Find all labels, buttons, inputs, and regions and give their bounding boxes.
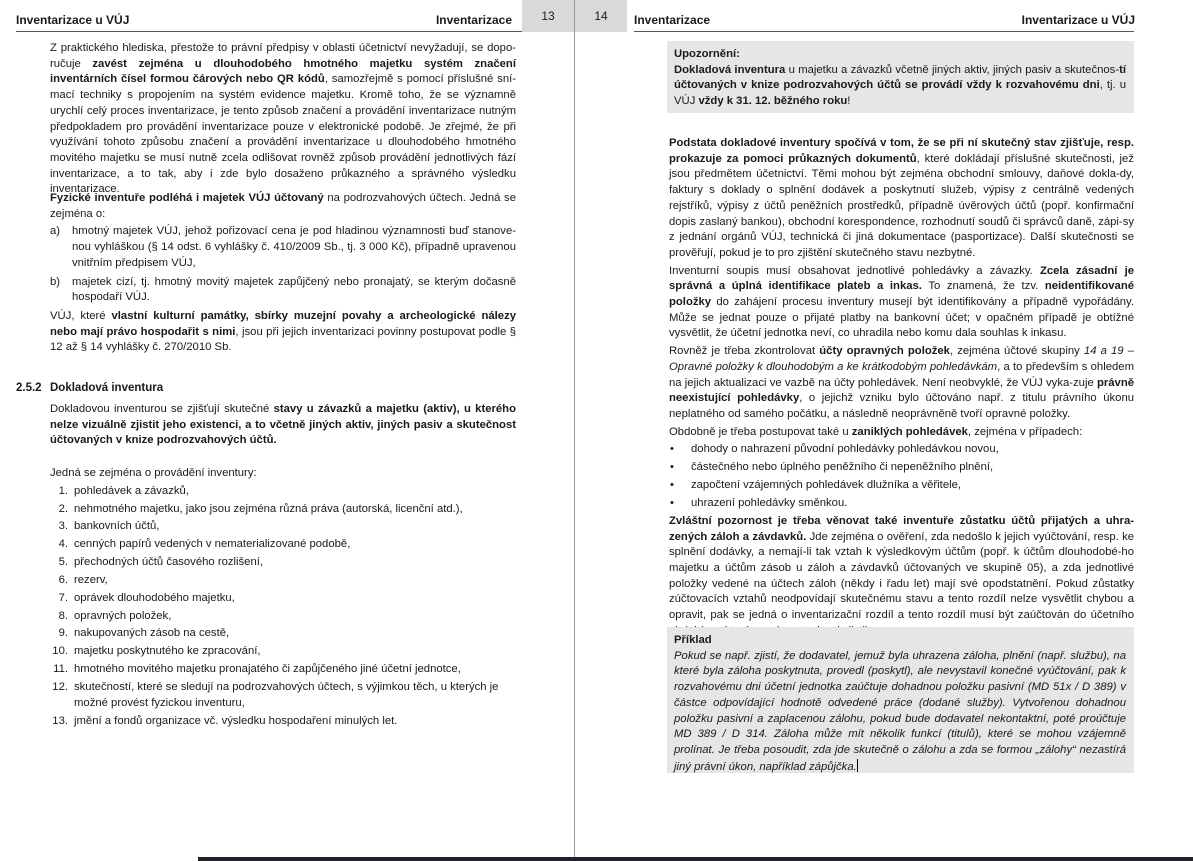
extinct-receivables-paragraph: Obdobně je třeba postupovat také u zaniklých pohledávek, zejména v případech: [669,425,1083,438]
text-cursor [857,759,858,772]
header-rule [634,31,1134,32]
documentary-inventory-paragraph: Podstata dokladové inventury spočívá v tom, že se při ní skutečný stav zjišťuje, resp. prokazuje za pomoci průkazných dokumentů, které dokládají příslušné skutečnosti, jež jsou předmětem účetnictví. Těmi mohou být zejména obchodní smlouvy, daňové dokla-dy, faktury s doklady o splnění dodávek a poskytnutí služeb, výpisy z centrálně vedených rejstříků, výpisy z účtů peněžních prostředků, případně úvěrových účtů (popř. konfirmační dopis zaslaný bankou), obchodní korespondence, rozhodnutí soudů či správců daně, zápi-sy z jednání orgánů VÚJ, technická či jiná dokumentace (pasportizace). Další skutečnosti se prověřují, pokud je to pro zjištění skutečného stavu nezbytné. [669,137,1134,259]
list-item: 2. nehmotného majetku, jako jsou zejména různá práva (autorská, licenční atd.), [58,502,463,515]
warning-text: Dokladová inventura u majetku a závazků včetně jiných aktiv, jiných pasiv a skutečnos-tí účtovaných v knize podrozvahových účtů se provádí vždy k rozvahovému dni, tj. u VÚJ vždy k 31. 12. běžného roku! [674,63,1126,108]
physical-inventory-list [50,224,516,306]
extinct-receivables-list [669,442,1134,511]
inventory-types-list [50,484,520,730]
list-item: • částečného nebo úplného peněžního či nepeněžního plnění, [669,460,1134,476]
warning-title: Upozornění: [674,48,740,60]
list-item: 13. jmění a fondů organizace vč. výsledku hospodaření minulých let. [52,714,398,727]
running-header-section: Inventarizace [634,13,711,27]
physical-inventory-intro: Fyzické inventuře podléhá i majetek VÚJ účtovaný na podrozvahových účtech. Jedná se zejména o: [50,192,516,220]
section-title: Dokladová inventura [50,382,164,394]
main-text [669,136,1134,640]
list-item: 5. přechodných účtů časového rozlišení, [58,556,264,569]
list-item: 3. bankovních účtů, [58,520,160,533]
example-box [667,627,1134,773]
inventory-types-block [50,466,520,731]
list-item: b) majetek cizí, tj. hmotný movitý majetek zapůjčený nebo pronajatý, se kterým dočasně hospodaří VÚJ. [50,275,516,304]
left-page [0,0,574,861]
list-item: 9. nakupovaných zásob na cestě, [58,627,230,640]
list-item: • započtení vzájemných pohledávek dlužníka a věřitele, [669,478,1134,494]
warning-box [667,41,1134,113]
section-number: 2.5.2 [16,382,42,394]
section-intro-paragraph: Dokladovou inventurou se zjišťují skutečné stavy u závazků a majetku (aktiv), u kterého nelze vizuálně zjistit jeho existenci, a to včetně jiných aktiv, jiných pasiv a skutečnost účtovaných v knize podrozvahových účtů. [50,403,516,447]
list-item: 12. skutečností, které se sledují na podrozvahových účtech, s výjimkou těch, u kterých je možné provést fyzickou inventuru, [52,680,499,709]
inventory-list-paragraph: Inventurní soupis musí obsahovat jednotlivé pohledávky a závazky. Zcela zásadní je správná a úplná identifikace plateb a inkas. To znamená, že tzv. neidentifikované položky do zahájení procesu inventury musejí být identifikovány a případně vypořádány. Může se jednat pouze o přijaté platby na bankovní účet; v opačném případě je obtížné vysvětlit, že účetní jednotka neví, co uhradila nebo komu dala souhlas k inkasu. [669,264,1134,340]
running-header-title: Inventarizace u VÚJ [1021,13,1135,27]
advances-paragraph: Zvláštní pozornost je třeba věnovat také inventuře zůstatku účtů přijatých a uhra-zených záloh a závdavků. Jde zejména o ověření, zda nedošlo k jejich vyúčtování, resp. ke splnění dodávky, a nemají-li tak vztah k výsledkovým účtům (popř. k účtům dlouhodobé-ho majetku a účtům zásob u záloh a závdavků účtovaných ve skupině 05), a zda jednotlivé položky vedené na účtech záloh (někdy i řadu let) mají své opodstatnění. Pokud zůstatky zúčtovacích vztahů neodpovídají skutečnému stavu a tento rozdíl nelze vysvětlit chybou a opravit, pak se jedná o inventarizační rozdíl a tento rozdíl musí být zaúčtován do účetního [669,514,1135,622]
running-header-title: Inventarizace u VÚJ [16,13,130,27]
list-item: • dohody o nahrazení původní pohledávky pohledávkou novou, [669,442,1134,458]
header-rule [16,31,522,32]
list-item: 7. oprávek dlouhodobého majetku, [58,591,235,604]
page-number: 13 [522,0,574,32]
intro-paragraph: Z praktického hlediska, přestože to právní předpisy v oblasti účetnictví nevyžadují, se dopo-ručuje zavést zejména u dlouhodobého hmotného majetku systém značení inventárních čísel formou čárových nebo QR kódů, samozřejmě s pomocí příslušné sní-mací techniky s propojením na systém evidence majetku. Kromě toho, že se významně urychlí celý proces inventarizace, je tento způsob značení a provádění inventarizace nutným předpokladem pro provádění inventarizace pouze v elektronické podobě. Je zřejmé, že při využívání tohoto způsobu značení a provádění inventarizace u dlouhodobého hmotného movitého majetku se musí nutně zcela odlišovat rovněž způsob provádění jednotlivých fází inventarizace, a to tak, aby i zde bylo dosaženo průkazného a správného výsledku inventarizace. [50,42,517,196]
list-item: 1. pohledávek a závazků, [58,484,189,497]
list-item: 8. opravných položek, [58,609,172,622]
list-item: • uhrazení pohledávky směnkou. [669,496,1134,512]
example-title: Příklad [674,634,712,646]
right-page [575,0,1193,861]
list-item: 4. cenných papírů vedených v nematerializované podobě, [58,538,351,551]
page-number: 14 [575,0,627,32]
list-item: 6. rezerv, [58,573,108,586]
allowance-accounts-paragraph: Rovněž je třeba zkontrolovat účty opravných položek, zejména účtové skupiny 14 a 19 – Opravné položky k dlouhodobým a ke krátkodobým pohledávkám, a to především s ohledem na jejich aktualizaci ve vazbě na účty pohledávek. Není neobvyklé, že VÚJ vyka-zuje právně neexistující pohledávky, o jejichž vzniku bylo účtováno např. z titulu právního úkonu neplatného od samého počátku, a následně neoprávněně tvoří opravné položky. [669,345,1135,420]
running-header-section: Inventarizace [435,13,512,27]
list-item: 10. majetku poskytnutého ke zpracování, [52,645,261,658]
list-item: 11. hmotného movitého majetku pronajatého či zapůjčeného jiné účetní jednotce, [53,663,461,676]
cultural-monuments-paragraph: VÚJ, které vlastní kulturní památky, sbírky muzejní povahy a archeologické nálezy nebo mají právo hospodařit s nimi, jsou při jejich inventarizaci povinny postupovat podle § 12 až § 14 vyhlášky č. 270/2010 Sb. [50,309,517,354]
physical-inventory-block [50,191,516,356]
list-intro: Jedná se zejména o provádění inventury: [50,467,257,479]
list-item: a) hmotný majetek VÚJ, jehož pořizovací cena je pod hladinou významnosti buď stanove-nou vyhláškou (§ 14 odst. 6 vyhlášky č. 410/2009 Sb., tj. 3 000 Kč), případně upravenou vnitřním předpisem VÚJ, [50,225,516,269]
example-text: Pokud se např. zjistí, že dodavatel, jemuž byla uhrazena záloha, plnění (např. službu), na které byla záloha poskytnuta, provedl (poskytl), ale nevystavil konečné vyúčtování, pak k rozvahovému dni účetní jednotka zaúčtuje dohadnou položku pasivní (MD 51x / D 389) v částce odpovídající hodnotě odvedené práce (dodané služby). Vytvořenou dohadnou položku pasivní a zaplacenou zálohu, pokud bude dodavatel nekontaktní, poté proúčtuje MD 389 / D 314. Záloha může mít několik funkcí (titulů), které se mohou vzájemně prolínat. Je třeba posoudit, zda jde skutečně o zálohu a zda se formou „zálohy“ nezastírá jiný právní úkon, například zápůjčka. [674,649,1126,773]
